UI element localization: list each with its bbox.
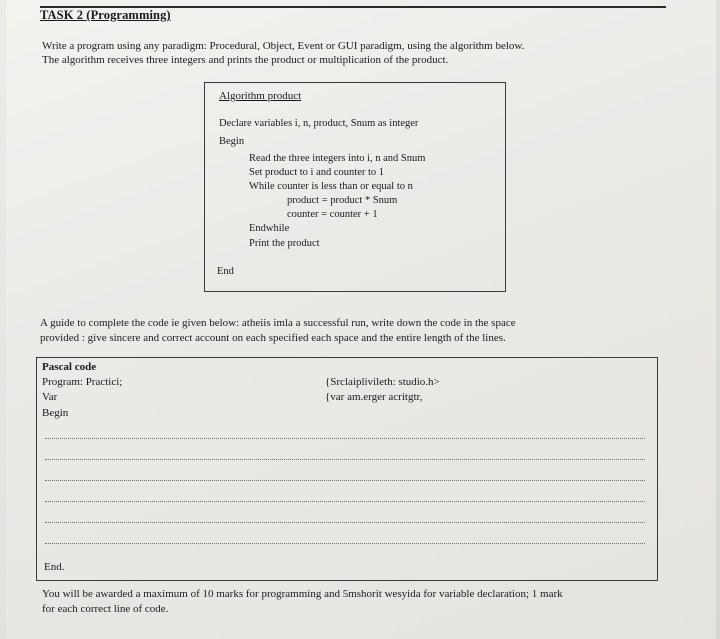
algorithm-declare: Declare variables i, n, product, Snum as integer bbox=[219, 118, 419, 129]
algorithm-step: Set product to i and counter to 1 bbox=[249, 167, 385, 178]
answer-line[interactable] bbox=[45, 543, 645, 544]
answer-line[interactable] bbox=[45, 459, 645, 460]
pascal-code-box bbox=[36, 357, 658, 581]
task-title: TASK 2 (Programming) bbox=[40, 8, 171, 22]
algorithm-step: While counter is less than or equal to n bbox=[249, 181, 413, 192]
marking-note bbox=[42, 587, 563, 617]
code-end: End. bbox=[44, 561, 65, 573]
exam-page bbox=[6, 0, 716, 639]
answer-line[interactable] bbox=[45, 438, 645, 439]
algorithm-title: Algorithm product bbox=[219, 90, 302, 102]
guide-line: provided : give sincere and correct account on each specified each space and the entire length of the lines. bbox=[40, 332, 506, 344]
code-header: Pascal code bbox=[42, 361, 97, 373]
code-comment: {var am.erger acritgtr, bbox=[325, 391, 423, 403]
algorithm-end: End bbox=[217, 266, 234, 277]
answer-line[interactable] bbox=[45, 501, 645, 502]
algorithm-step: Read the three integers into i, n and Snum bbox=[249, 153, 426, 164]
answer-line[interactable] bbox=[45, 480, 645, 481]
code-begin: Begin bbox=[42, 407, 69, 419]
code-comment: {Srclaiplivileth: studio.h> bbox=[325, 376, 440, 388]
code-program: Program: Practici; bbox=[42, 376, 123, 388]
guide-line: A guide to complete the code ie given below: atheiis imla a successful run, write down the code in the space bbox=[40, 317, 516, 329]
marking-note-line: You will be awarded a maximum of 10 marks for programming and 5mshorit wesyida for variable declaration; 1 mark bbox=[42, 588, 563, 600]
answer-line[interactable] bbox=[45, 522, 645, 523]
algorithm-print: Print the product bbox=[249, 238, 320, 249]
intro-text bbox=[42, 39, 524, 67]
code-var: Var bbox=[42, 391, 58, 403]
intro-line: The algorithm receives three integers and prints the product or multiplication of the product. bbox=[42, 54, 449, 66]
marking-note-line: for each correct line of code. bbox=[42, 603, 169, 615]
algorithm-endwhile: Endwhile bbox=[249, 223, 290, 234]
algorithm-loop-step: product = product * Snum bbox=[287, 195, 398, 206]
algorithm-loop-step: counter = counter + 1 bbox=[287, 209, 378, 220]
algorithm-begin: Begin bbox=[219, 136, 245, 147]
guide-text bbox=[40, 316, 516, 346]
intro-line: Write a program using any paradigm: Procedural, Object, Event or GUI paradigm, using the algorithm below. bbox=[42, 40, 525, 52]
algorithm-box bbox=[204, 82, 506, 292]
